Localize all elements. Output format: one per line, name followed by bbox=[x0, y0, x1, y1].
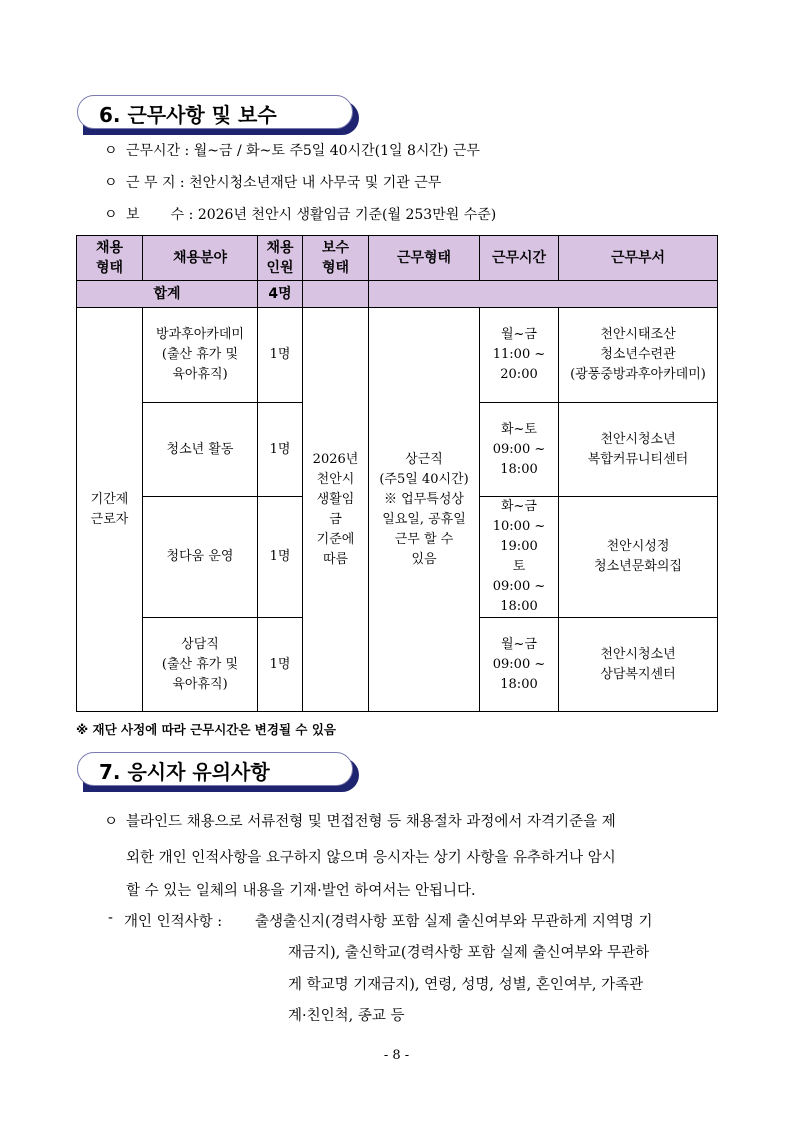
table-note: ※ 재단 사정에 따라 근무시간은 변경될 수 있음 bbox=[76, 722, 336, 737]
sub-line: 게 학교명 기재금지), 연령, 성명, 성별, 혼인여부, 가족관 bbox=[288, 977, 644, 993]
page-number: - 8 - bbox=[383, 1048, 410, 1063]
row-hours: 화~금 10:00 ~ 19:00 토 09:00 ~ 18:00 bbox=[480, 497, 559, 618]
para-marker: ㅇ bbox=[104, 814, 119, 830]
section-6-title: 6. 근무사항 및 보수 bbox=[99, 103, 277, 127]
header-work-form: 근무형태 bbox=[369, 236, 480, 281]
header-department: 근무부서 bbox=[559, 236, 718, 281]
row-count: 1명 bbox=[258, 308, 303, 403]
bullet-salary bbox=[104, 204, 496, 224]
sum-empty bbox=[303, 281, 369, 308]
sub-dash: - bbox=[108, 910, 113, 926]
row-hours: 화~토 09:00 ~ 18:00 bbox=[480, 403, 559, 497]
table-header-row bbox=[77, 236, 718, 281]
row-hours: 월~금 11:00 ~ 20:00 bbox=[480, 308, 559, 403]
row-department: 천안시청소년 복합커뮤니티센터 bbox=[559, 403, 718, 497]
sub-line: 출생출신지(경력사항 포함 실제 출신여부와 무관하게 지역명 기 bbox=[255, 914, 653, 930]
row-department: 천안시청소년 상담복지센터 bbox=[559, 618, 718, 712]
row-department: 천안시태조산 청소년수련관 (광풍중방과후아카데미) bbox=[559, 308, 718, 403]
table-row bbox=[77, 308, 718, 403]
row-field: 상담직 (출산 휴가 및 육아휴직) bbox=[143, 618, 258, 712]
para-line: 블라인드 채용으로 서류전형 및 면접전형 등 채용절차 과정에서 자격기준을 제 bbox=[126, 814, 616, 830]
header-type: 채용 형태 bbox=[77, 236, 143, 281]
row-field: 방과후아카데미 (출산 휴가 및 육아휴직) bbox=[143, 308, 258, 403]
bullet-text: 근 무 지 : 천안시청소년재단 내 사무국 및 기관 근무 bbox=[126, 175, 442, 191]
employment-type: 기간제 근로자 bbox=[77, 308, 143, 712]
section-7-title: 7. 응시자 유의사항 bbox=[99, 760, 270, 784]
bullet-marker: ㅇ bbox=[104, 207, 118, 223]
work-form: 상근직 (주5일 40시간) ※ 업무특성상 일요일, 공휴일 근무 할 수 있음 bbox=[369, 308, 480, 712]
header-count: 채용 인원 bbox=[258, 236, 303, 281]
bullet-work-hours bbox=[104, 140, 480, 160]
row-field: 청다움 운영 bbox=[143, 497, 258, 618]
pay-type: 2026년 천안시 생활임 금 기준에 따름 bbox=[303, 308, 369, 712]
table-sum-row bbox=[77, 281, 718, 308]
sum-count: 4명 bbox=[258, 281, 303, 308]
header-field: 채용분야 bbox=[143, 236, 258, 281]
sub-line: 계·친인척, 종교 등 bbox=[288, 1008, 405, 1024]
row-count: 1명 bbox=[258, 403, 303, 497]
bullet-marker: ㅇ bbox=[104, 175, 118, 191]
sum-empty-wide bbox=[369, 281, 718, 308]
bullet-marker: ㅇ bbox=[104, 143, 118, 159]
para-line: 할 수 있는 일체의 내용을 기재·발언 하여서는 안됩니다. bbox=[126, 883, 476, 899]
row-department: 천안시성정 청소년문화의집 bbox=[559, 497, 718, 618]
row-count: 1명 bbox=[258, 497, 303, 618]
bullet-text: 보 수 : 2026년 천안시 생활임금 기준(월 253만원 수준) bbox=[126, 207, 497, 223]
row-count: 1명 bbox=[258, 618, 303, 712]
bullet-work-place bbox=[104, 172, 441, 192]
header-pay: 보수 형태 bbox=[303, 236, 369, 281]
sum-label: 합계 bbox=[77, 281, 258, 308]
row-field: 청소년 활동 bbox=[143, 403, 258, 497]
header-work-hours: 근무시간 bbox=[480, 236, 559, 281]
sub-label: 개인 인적사항 : bbox=[124, 914, 223, 930]
sub-line: 재금지), 출신학교(경력사항 포함 실제 출신여부와 무관하 bbox=[288, 945, 650, 961]
recruitment-table bbox=[76, 235, 718, 712]
para-line: 외한 개인 인적사항을 요구하지 않으며 응시자는 상기 사항을 유추하거나 암시 bbox=[126, 850, 616, 866]
bullet-text: 근무시간 : 월~금 / 화~토 주5일 40시간(1일 8시간) 근무 bbox=[126, 143, 480, 159]
section-7-title-box bbox=[77, 752, 353, 786]
section-6-title-box bbox=[77, 95, 353, 129]
row-hours: 월~금 09:00 ~ 18:00 bbox=[480, 618, 559, 712]
